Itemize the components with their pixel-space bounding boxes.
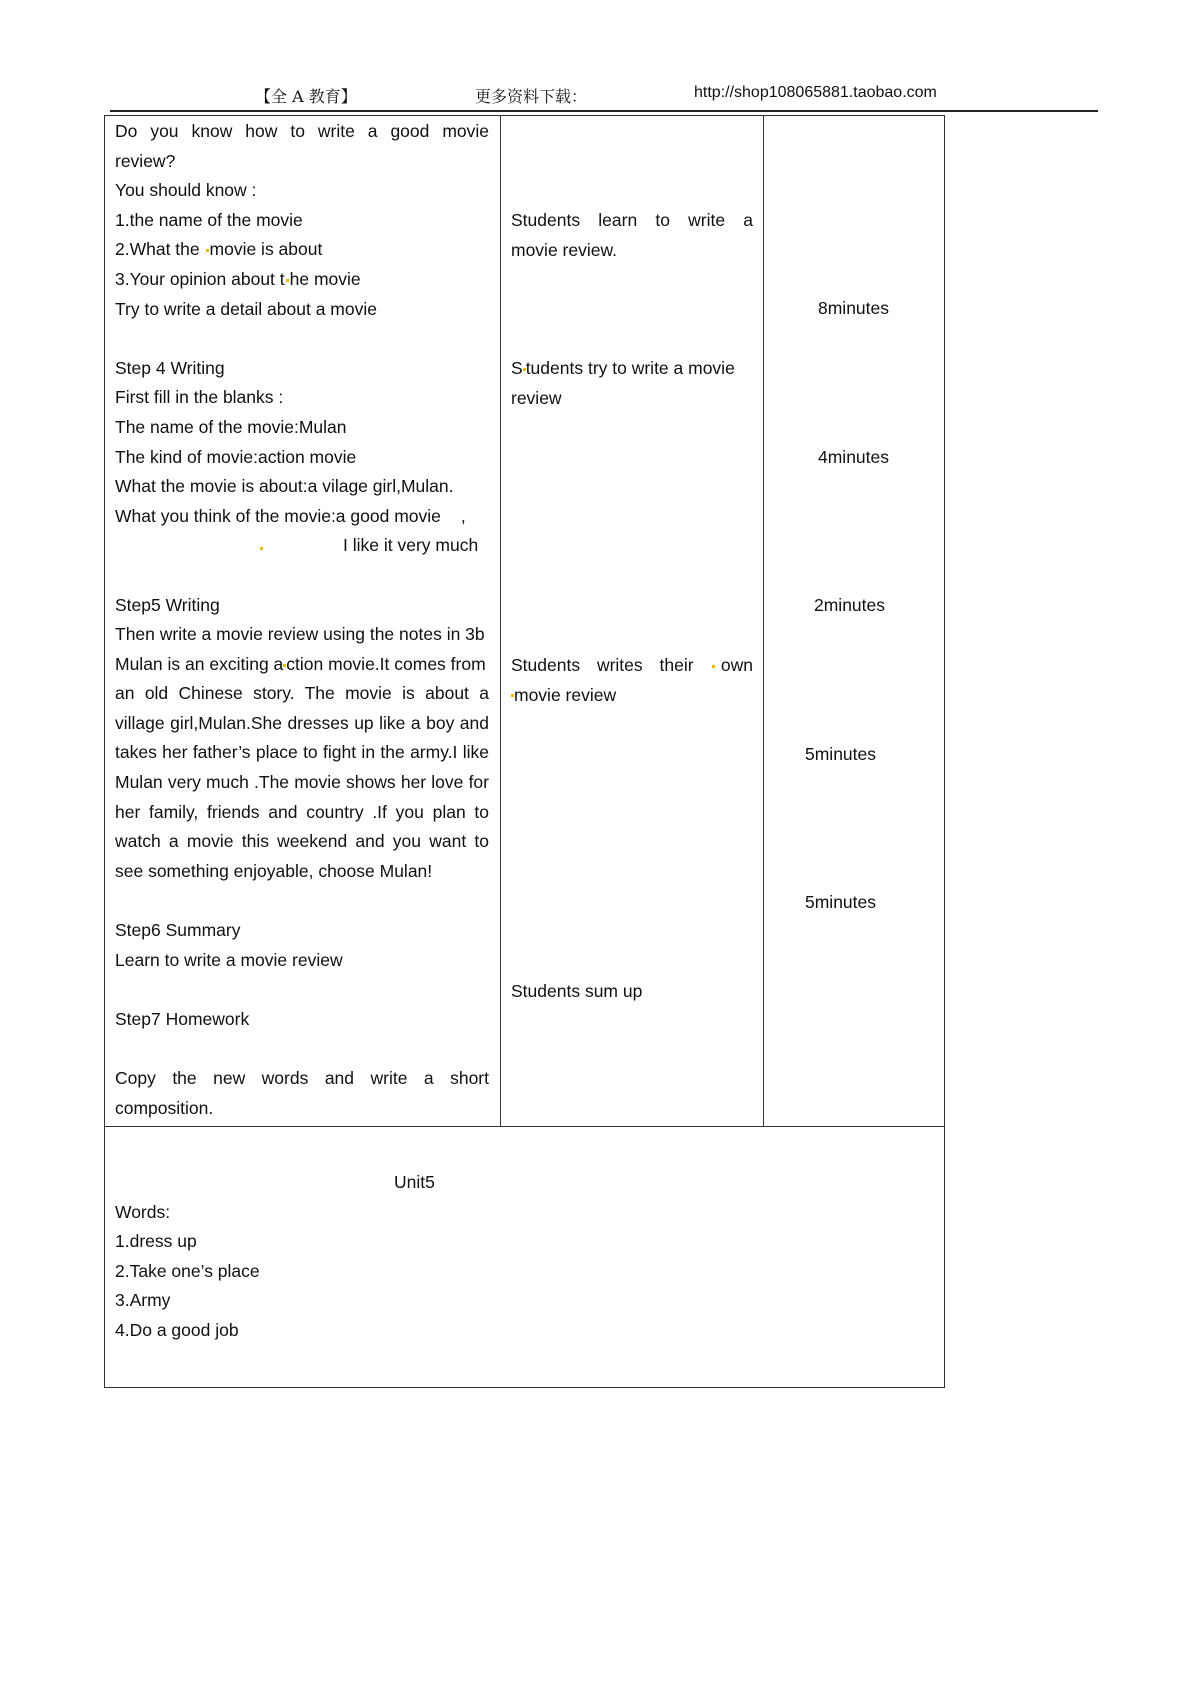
try-line: Try to write a detail about a movie (115, 298, 377, 319)
students-sum-up: Students sum up (511, 981, 643, 1001)
step4-name: The name of the movie:Mulan (115, 416, 347, 437)
students-try-rest: tudents try to write a movie (525, 358, 735, 378)
mark-dot (260, 547, 263, 550)
students-try-line-2: review (511, 387, 562, 408)
header-rule (110, 110, 1098, 112)
student-activity-column (511, 206, 753, 265)
step6-title: Step6 Summary (115, 920, 241, 941)
know-item-2 (115, 235, 489, 265)
board-title: Unit5 (394, 1172, 435, 1192)
time-5-minutes-2: 5minutes (805, 892, 877, 912)
mark-dot (712, 665, 715, 668)
know-heading: You should know : (115, 180, 257, 201)
students-try-initial: S (511, 358, 523, 378)
know-item-3 (115, 265, 489, 295)
header-download: 更多资料下载： (475, 87, 588, 106)
time-2-minutes: 2minutes (814, 595, 886, 615)
step5-review-line-1 (115, 650, 489, 680)
know-item-1: 1.the name of the movie (115, 209, 303, 230)
step5-review-line-4: takes her father’s place to fight in the army.I like (115, 742, 489, 763)
board-words-heading: Words: (115, 1201, 171, 1222)
know-item-3-part-a: 3.Your opinion about t (115, 268, 285, 289)
step7-title: Step7 Homework (115, 1008, 250, 1029)
step5-review-line-5: Mulan very much .The movie shows her love for (115, 772, 489, 793)
step7-line-2: composition. (115, 1097, 214, 1118)
board-word-2: 2.Take one’s place (115, 1260, 260, 1281)
mark-dot (286, 279, 289, 282)
step4-kind: The kind of movie:action movie (115, 446, 357, 467)
board-word-3: 3.Army (115, 1290, 171, 1311)
column-divider-1 (500, 116, 501, 1126)
header-brand: 【全 A 教育】 (255, 87, 357, 106)
step5-review-line-8: see something enjoyable, choose Mulan! (115, 860, 433, 881)
step5-line-1-part-a: Mulan is an exciting a (115, 653, 284, 674)
board-word-1: 1.dress up (115, 1231, 197, 1252)
step5-title: Step5 Writing (115, 594, 220, 615)
students-own-line-1 (511, 651, 753, 681)
step5-then: Then write a movie review using the notes in 3b (115, 624, 485, 645)
students-try-line-1 (511, 354, 753, 384)
step7-line-1: Copy the new words and write a short (115, 1068, 489, 1088)
step4-about: What the movie is about:a vilage girl,Mulan. (115, 476, 454, 497)
students-learn-line-2: movie review. (511, 239, 618, 260)
step4-think (115, 502, 489, 532)
know-item-2-part-b: movie is about (209, 239, 323, 260)
teacher-activity-column (115, 117, 489, 1123)
time-5-minutes-1: 5minutes (805, 744, 877, 764)
board-word-4: 4.Do a good job (115, 1319, 239, 1340)
students-own-text: Students writes their (511, 655, 694, 675)
intro-line-1: Do you know how to write a good movie (115, 121, 489, 141)
step4-comma: , (460, 505, 466, 526)
know-item-3-part-b: he movie (289, 268, 361, 289)
step4-like (115, 531, 489, 561)
time-8-minutes: 8minutes (818, 298, 890, 318)
step5-review-line-3: village girl,Mulan.She dresses up like a boy and (115, 712, 489, 733)
step5-review-line-7: watch a movie this weekend and you want to (115, 831, 489, 852)
step6-text: Learn to write a movie review (115, 949, 343, 970)
students-own-block (511, 651, 753, 710)
step4-title: Step 4 Writing (115, 357, 225, 378)
step4-fill: First fill in the blanks : (115, 387, 284, 408)
students-sum-block (511, 977, 753, 1007)
step5-review-line-2: an old Chinese story. The movie is about a (115, 683, 489, 704)
students-own-line-2-text: movie review (514, 684, 617, 705)
board-design-content (115, 1168, 815, 1346)
mark-dot (206, 249, 209, 252)
step5-line-1-part-b: ction movie.It comes from (286, 653, 486, 674)
students-own-word: own (720, 655, 753, 675)
time-4-minutes: 4minutes (818, 447, 890, 467)
step4-like-text: I like it very much (343, 535, 479, 556)
intro-line-2: review? (115, 150, 176, 171)
students-learn-line-1: Students learn to write a (511, 210, 753, 230)
column-divider-2 (763, 116, 764, 1126)
students-own-line-2 (511, 681, 753, 711)
students-try-block (511, 354, 753, 413)
know-item-2-part-a: 2.What the (115, 239, 200, 260)
header-url: http://shop108065881.taobao.com (694, 84, 937, 101)
step4-think-text: What you think of the movie:a good movie (115, 505, 441, 526)
step5-review-line-6: her family, friends and country .If you plan to (115, 801, 489, 822)
